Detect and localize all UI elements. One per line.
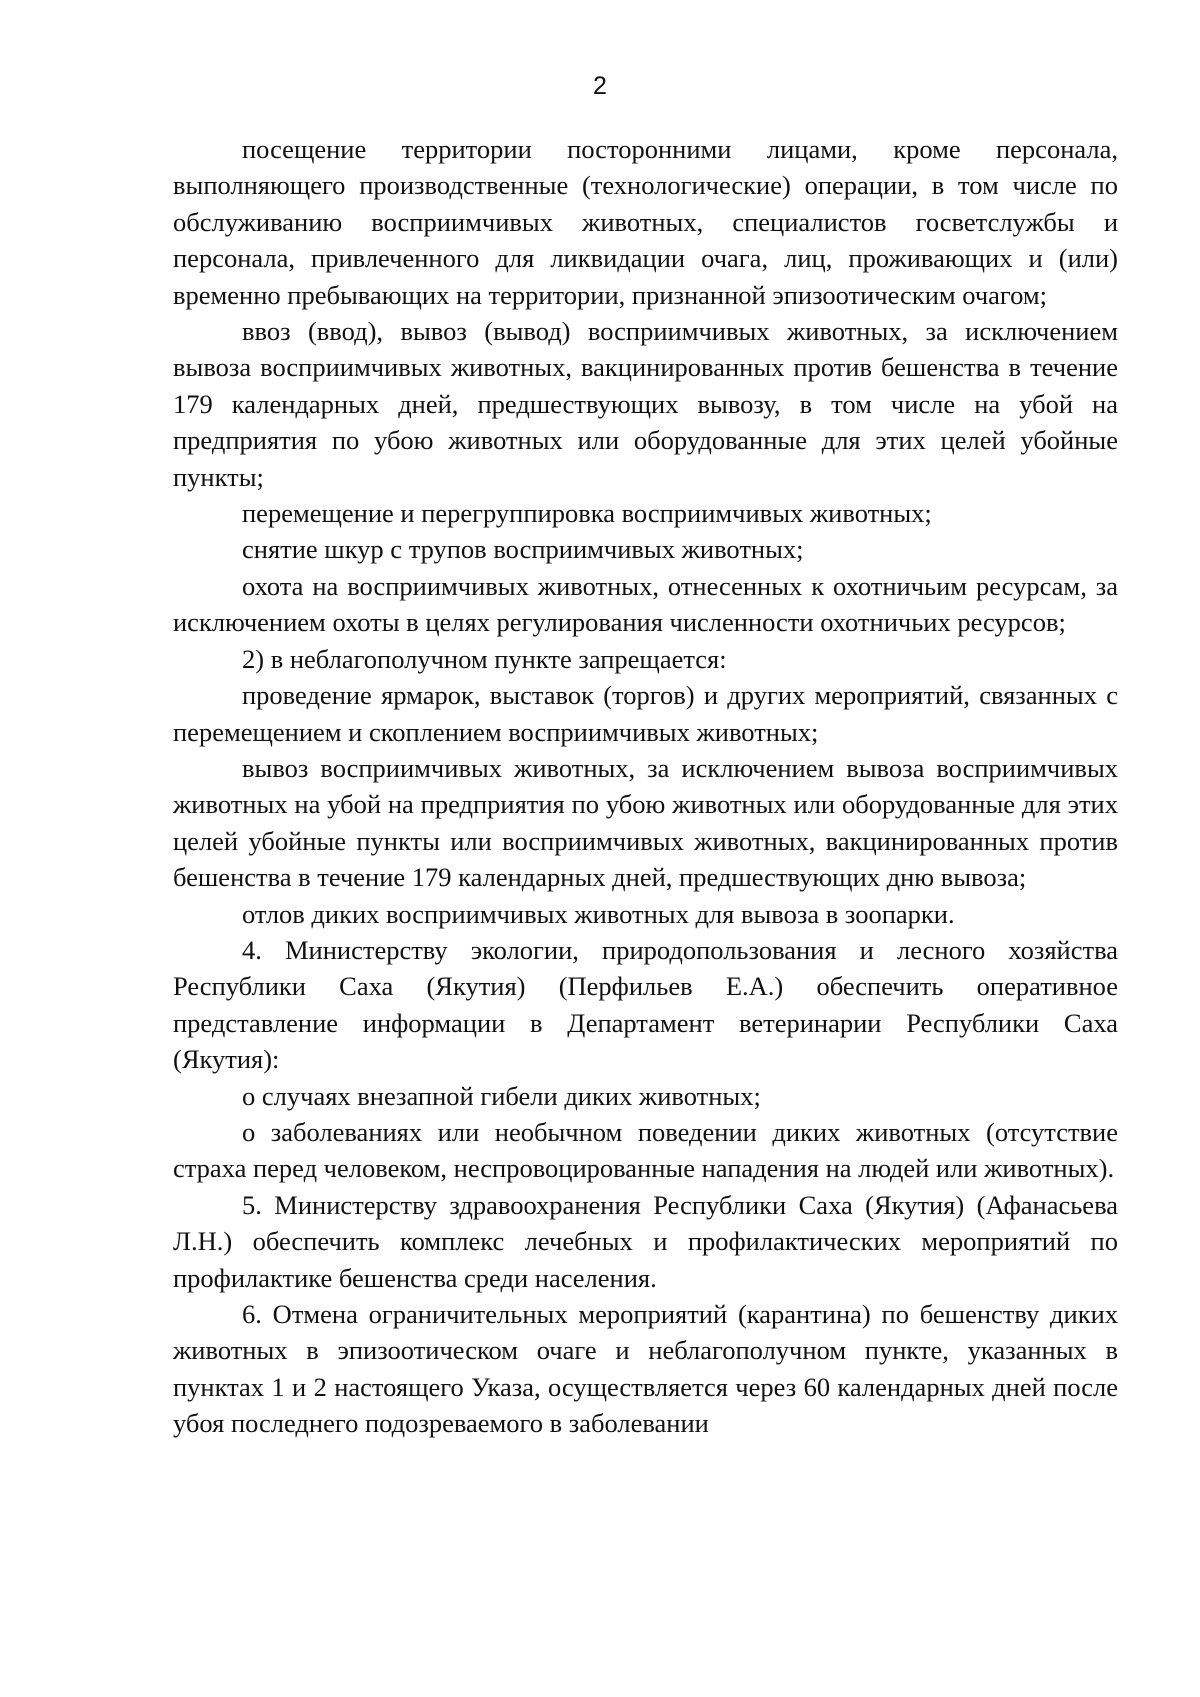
- paragraph-sudden-death: о случаях внезапной гибели диких животных;: [242, 1080, 761, 1111]
- paragraph-unusual-behavior: о заболеваниях или необычном поведении диких животных (отсутствие страха перед человеком, неспровоцированные нападения на людей или животных).: [173, 1116, 1118, 1184]
- paragraph-skinning: снятие шкур с трупов восприимчивых животных;: [242, 534, 804, 565]
- paragraph-item-6: 6. Отмена ограничительных мероприятий (карантина) по бешенству диких животных в эпизоотическом очаге и неблагополучном пункте, указанных в пунктах 1 и 2 настоящего Указа, осуществляется через 60 календарных дней после убоя последнего подозреваемого в заболевании: [173, 1299, 1118, 1439]
- page-number: 2: [593, 72, 607, 100]
- paragraph-item-4: 4. Министерству экологии, природопользования и лесного хозяйства Республики Саха (Якутия) (Перфильев Е.А.) обеспечить оперативное представление информации в Департамент ветеринарии Республики Саха (Якутия):: [173, 934, 1118, 1075]
- paragraph-export: вывоз восприимчивых животных, за исключением вывоза восприимчивых животных на убой на предприятия по убою животных или оборудованные для этих целей убойные пункты или восприимчивых животных, вакцинированных против бешенства в течение 179 календарных дней, предшествующих дню вывоза;: [173, 752, 1118, 893]
- paragraph-hunting: охота на восприимчивых животных, отнесенных к охотничьим ресурсам, за исключением охоты в целях регулирования численности охотничьих ресурсов;: [173, 570, 1118, 638]
- paragraph-point-2-heading: 2) в неблагополучном пункте запрещается:: [242, 643, 727, 674]
- paragraph-regrouping: перемещение и перегруппировка восприимчивых животных;: [242, 498, 932, 529]
- paragraph-fairs: проведение ярмарок, выставок (торгов) и других мероприятий, связанных с перемещением и скоплением восприимчивых животных;: [173, 680, 1118, 747]
- paragraph-capture: отлов диких восприимчивых животных для вывоза в зоопарки.: [242, 898, 955, 929]
- document-body: [173, 131, 1118, 1442]
- paragraph-visit-restriction: посещение территории посторонними лицами, кроме персонала, выполняющего производственные (технологические) операции, в том числе по обслуживанию восприимчивых животных, специалистов госветслужбы и персонала, привлеченного для ликвидации очага, лиц, проживающих и (или) временно пребывающих на территории, признанной эпизоотическим очагом;: [173, 134, 1118, 310]
- paragraph-import-export: ввоз (ввод), вывоз (вывод) восприимчивых животных, за исключением вывоза восприимчивых животных, вакцинированных против бешенства в течение 179 календарных дней, предшествующих вывозу, в том числе на убой на предприятия по убою животных или оборудованные для этих целей убойные пункты;: [173, 316, 1118, 492]
- paragraph-item-5: 5. Министерству здравоохранения Республики Саха (Якутия) (Афанасьева Л.Н.) обеспечить комплекс лечебных и профилактических мероприятий по профилактике бешенства среди населения.: [173, 1189, 1118, 1293]
